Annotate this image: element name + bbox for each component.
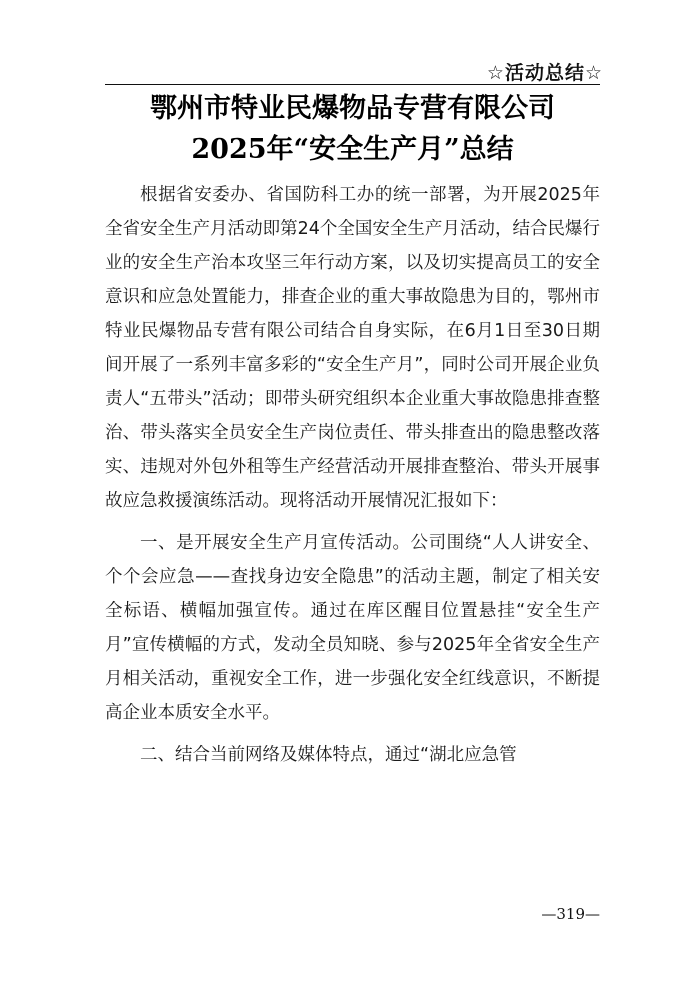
document-title-line1: 鄂州市特业民爆物品专营有限公司 bbox=[150, 93, 555, 124]
paragraph-section-2: 二、结合当前网络及媒体特点，通过“湖北应急管 bbox=[140, 745, 517, 765]
paragraph-section-1: 一、是开展安全生产月宣传活动。公司围绕“人人讲安全、个个会应急——查找身边安全隐患”的活动主题，制定了相关安全标语、横幅加强宣传。通过在库区醒目位置悬挂“安全生产月”宣传横幅的方式，发动全员知晓、参与2025年全省安全生产月相关活动，重视安全工作，进一步强化安全红线意识，不断提高企业本质安全水平。 bbox=[105, 533, 600, 723]
header-divider bbox=[105, 84, 600, 85]
document-body bbox=[105, 178, 600, 780]
section-tag: ☆活动总结☆ bbox=[486, 62, 603, 84]
paragraph-intro: 根据省安委办、省国防科工办的统一部署，为开展2025年全省安全生产月活动即第24个全国安全生产月活动，结合民爆行业的安全生产治本攻坚三年行动方案，以及切实提高员工的安全意识和应急处置能力，排查企业的重大事故隐患为目的，鄂州市特业民爆物品专营有限公司结合自身实际，在6月1日至30日期间开展了一系列丰富多彩的“安全生产月”，同时公司开展企业负责人“五带头”活动；即带头研究组织本企业重大事故隐患排查整治、带头落实全员安全生产岗位责任、带头排查出的隐患整改落实、违规对外包外租等生产经营活动开展排查整治、带头开展事故应急救援演练活动。现将活动开展情况汇报如下： bbox=[105, 185, 600, 511]
document-title-line2: 2025年“安全生产月”总结 bbox=[191, 134, 514, 165]
page-number: —319— bbox=[541, 905, 600, 923]
